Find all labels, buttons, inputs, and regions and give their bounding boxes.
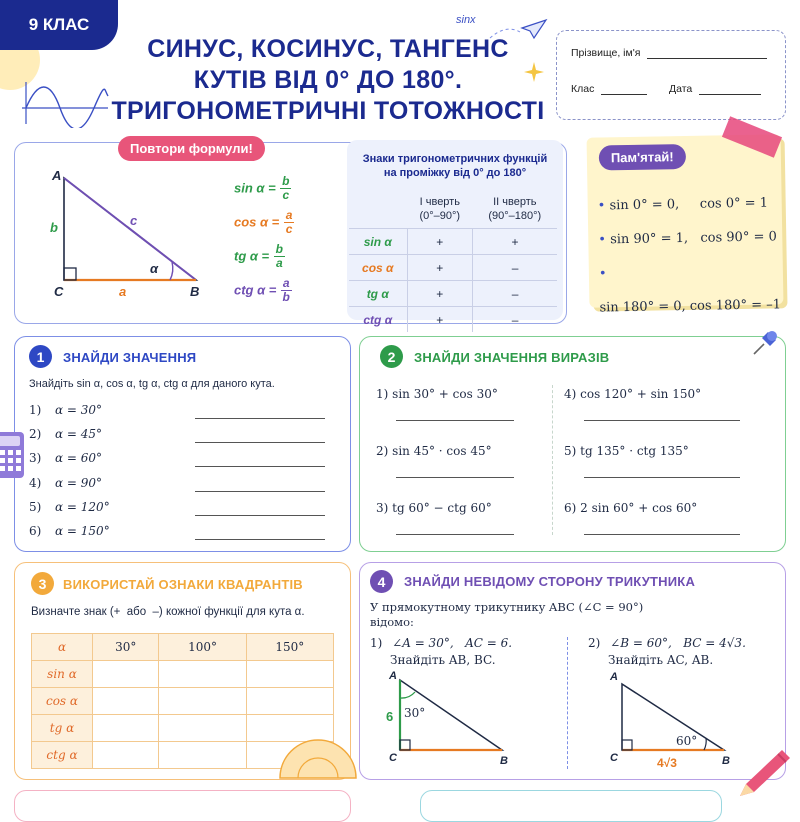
remember-list: [597, 186, 783, 325]
signs-col-q1-range: (0°–90°): [419, 210, 461, 222]
task1-item-num: 4): [29, 475, 42, 490]
quadrant-header-30: 30°: [93, 634, 159, 661]
task2-panel: [359, 336, 786, 552]
task1-item: [29, 476, 329, 500]
vertex-c-label: C: [54, 284, 64, 299]
signs-row-sin: [349, 229, 557, 255]
task2-item-text: 2 sin 60° + cos 60°: [580, 501, 698, 515]
title-line-3: ТРИГОНОМЕТРИЧНІ ТОТОЖНОСТІ: [111, 97, 545, 125]
task1-answer-line[interactable]: [195, 514, 325, 516]
quadrant-header-alpha: α: [32, 634, 93, 661]
quadrant-table-header: [32, 634, 334, 661]
signs-row-cos-q1: +: [407, 255, 473, 281]
task4-case2-num: 2): [588, 636, 601, 650]
task2-title: ЗНАЙДИ ЗНАЧЕННЯ ВИРАЗІВ: [414, 350, 610, 365]
signs-row-tg-q1: +: [407, 281, 473, 307]
task1-item-text: α = 30°: [55, 403, 103, 417]
task3-number: 3: [31, 572, 54, 595]
signs-row-ctg: [349, 307, 557, 333]
next-panel-left: [14, 790, 351, 822]
task1-item: [29, 524, 329, 548]
quadrant-row-label: tg α: [32, 715, 93, 742]
signs-row-cos-fn: cos α: [349, 255, 407, 281]
task4-divider: [567, 637, 568, 769]
angle-alpha-label: α: [150, 261, 159, 276]
task1-item-text: α = 150°: [55, 523, 110, 538]
case1-angle-label: 30°: [404, 706, 426, 720]
quadrant-cell[interactable]: [93, 715, 159, 742]
formula-ctg-num: a: [282, 276, 290, 290]
case2-angle-label: 60°: [676, 734, 698, 748]
task2-item: [564, 501, 774, 558]
class-label: Клас: [571, 83, 595, 95]
formula-sin-fraction: [280, 175, 291, 202]
task3-prompt: Визначте знак (+ або –) кожної функції для кута α.: [31, 606, 305, 618]
formula-tg-den: a: [275, 256, 283, 270]
case1-vertex-b: B: [500, 755, 508, 767]
right-triangle-diagram: [46, 166, 210, 302]
formula-ctg-den: b: [282, 290, 290, 304]
quadrant-row-label: cos α: [32, 688, 93, 715]
task2-item-num: 3): [376, 501, 389, 515]
task2-answer-line[interactable]: [584, 419, 740, 421]
title-line-1: СИНУС, КОСИНУС, ТАНГЕНС: [147, 35, 509, 63]
case2-vertex-b: B: [722, 755, 730, 767]
class-field[interactable]: [601, 84, 647, 95]
task1-answer-line[interactable]: [195, 465, 325, 467]
remember-note: [587, 134, 784, 316]
formula-cos-fn: cos α =: [234, 214, 280, 230]
remember-item-text: sin 0° = 0, cos 0° = 1: [609, 195, 769, 214]
signs-col-q2-range: (90°–180°): [488, 210, 542, 222]
signs-row-sin-q2: +: [473, 229, 557, 255]
quadrant-row-label: sin α: [32, 661, 93, 688]
task1-item-num: 2): [29, 427, 42, 442]
side-a-label: a: [119, 284, 127, 299]
task2-item-text: sin 45° · cos 45°: [392, 444, 492, 458]
task4-prompt-line2: відомо:: [370, 615, 414, 629]
task2-answer-line[interactable]: [396, 419, 514, 421]
remember-label-wrap: [599, 148, 686, 168]
task4-title: ЗНАЙДИ НЕВІДОМУ СТОРОНУ ТРИКУТНИКА: [404, 574, 696, 589]
formula-ctg-fraction: [281, 277, 292, 304]
next-panel-right: [420, 790, 722, 822]
signs-col-q1: [407, 190, 473, 229]
signs-row-tg-q2: –: [473, 281, 557, 307]
task4-case1-find: Знайдіть AB, BC.: [390, 653, 496, 667]
task2-item-text: cos 120° + sin 150°: [580, 387, 702, 401]
case1-vertex-c: C: [389, 752, 397, 764]
task1-answer-line[interactable]: [195, 538, 325, 540]
task1-prompt: Знайдіть sin α, cos α, tg α, ctg α для даного кута.: [29, 378, 275, 390]
date-field[interactable]: [699, 84, 761, 95]
formula-list: [234, 175, 294, 311]
quadrant-row-cos: [32, 688, 334, 715]
task1-item-num: 1): [29, 403, 42, 417]
task3-title: ВИКОРИСТАЙ ОЗНАКИ КВАДРАНТІВ: [63, 577, 303, 592]
formula-tg-fn: tg α =: [234, 248, 270, 264]
signs-row-cos-q2: –: [473, 255, 557, 281]
remember-item: • sin 90° = 1, cos 90° = 0: [598, 229, 777, 248]
formula-cos-den: c: [285, 222, 293, 236]
task2-item: [564, 444, 774, 501]
case2-vertex-c: C: [610, 752, 618, 764]
pencil-icon: [734, 746, 794, 800]
task1-item-num: 5): [29, 499, 42, 514]
formula-cos-fraction: [284, 209, 295, 236]
formula-tg-num: b: [275, 242, 283, 256]
remember-item-text: sin 180° = 0, cos 180° = –1: [599, 297, 782, 316]
case2-side-label: 4√3: [657, 756, 677, 770]
surname-row: [571, 47, 767, 59]
task2-item-text: tg 60° − ctg 60°: [392, 501, 492, 515]
formula-pill: Повтори формули!: [118, 136, 265, 161]
title-line-2: КУТІВ ВІД 0° ДО 180°.: [193, 66, 463, 94]
task1-item-text: α = 60°: [55, 451, 103, 466]
vertex-b-label: B: [190, 284, 200, 299]
quadrant-row-label: ctg α: [32, 742, 93, 769]
task4-case2-given: ∠B = 60°, BC = 4√3.: [610, 636, 746, 650]
task1-item: [29, 403, 329, 427]
task4-case1-num: 1): [370, 636, 383, 650]
formula-sin-den: c: [282, 188, 290, 202]
surname-field[interactable]: [647, 48, 767, 59]
vertex-a-label: A: [52, 168, 62, 183]
signs-row-sin-q1: +: [407, 229, 473, 255]
quadrant-header-100: 100°: [159, 634, 246, 661]
task2-divider: [552, 385, 553, 535]
sinx-label: sinx: [456, 14, 476, 26]
task2-item-num: 1): [376, 387, 389, 401]
formula-ctg: [234, 277, 294, 311]
task2-item-num: 6): [564, 501, 577, 515]
task2-answer-line[interactable]: [584, 533, 740, 535]
side-b-label: b: [50, 220, 58, 235]
task2-item-num: 2): [376, 444, 389, 458]
task4-case1: [370, 635, 512, 669]
task1-item-num: 6): [29, 523, 42, 538]
signs-table-panel: [347, 140, 563, 327]
task4-number: 4: [370, 570, 393, 593]
task2-item: [376, 387, 546, 444]
task1-item-text: α = 120°: [55, 499, 110, 514]
task2-answer-line[interactable]: [396, 476, 514, 478]
task1-item: [29, 427, 329, 451]
side-c-label: c: [130, 213, 138, 228]
task1-item: [29, 500, 329, 524]
signs-col-q1-label: І чверть: [419, 196, 460, 208]
signs-col-q2-label: ІІ чверть: [493, 196, 537, 208]
quadrant-cell[interactable]: [159, 661, 246, 688]
formula-cos-num: a: [285, 208, 293, 222]
date-row: [669, 83, 761, 95]
signs-col-q2: [473, 190, 557, 229]
task1-answer-line[interactable]: [195, 441, 325, 443]
task2-item-text: tg 135° · ctg 135°: [580, 444, 689, 458]
page-title: [108, 34, 548, 127]
signs-row-tg-fn: tg α: [349, 281, 407, 307]
formula-ctg-fn: ctg α =: [234, 282, 277, 298]
task2-left-list: [376, 387, 546, 558]
quadrant-cell[interactable]: [159, 688, 246, 715]
task1-item-text: α = 90°: [55, 475, 103, 490]
signs-table-title: Знаки тригонометричних функцій на проміжку від 0° до 180°: [362, 153, 548, 179]
task1-item-num: 3): [29, 451, 42, 466]
task2-number: 2: [380, 345, 403, 368]
signs-row-ctg-fn: ctg α: [349, 307, 407, 333]
case1-side-label: 6: [386, 709, 394, 724]
remember-label: Пам'ятай!: [599, 144, 686, 171]
quadrant-cell[interactable]: [93, 688, 159, 715]
class-row: [571, 83, 647, 95]
case2-vertex-a: A: [610, 671, 618, 683]
remember-item: • sin 0° = 0, cos 0° = 1: [597, 195, 769, 214]
task1-answer-line[interactable]: [195, 490, 325, 492]
task1-item-text: α = 45°: [55, 427, 103, 442]
task2-item: [376, 501, 546, 558]
remember-item: • sin 180° = 0, cos 180° = –1: [598, 266, 782, 316]
formula-cos: [234, 209, 294, 243]
task2-item-text: sin 30° + cos 30°: [392, 387, 498, 401]
task4-case2: [588, 635, 746, 669]
quadrant-cell[interactable]: [93, 661, 159, 688]
remember-item-text: sin 90° = 1, cos 90° = 0: [609, 229, 777, 248]
task1-item: [29, 451, 329, 475]
signs-row-tg: [349, 281, 557, 307]
task2-item-num: 4): [564, 387, 577, 401]
grade-badge: 9 КЛАС: [0, 0, 118, 50]
task1-title: ЗНАЙДИ ЗНАЧЕННЯ: [63, 350, 197, 365]
date-label: Дата: [669, 83, 693, 95]
task2-right-list: [564, 387, 774, 558]
calculator-icon: [0, 432, 26, 480]
quadrant-row-sin: [32, 661, 334, 688]
task2-item: [376, 444, 546, 501]
task4-prompt: [370, 600, 643, 630]
formula-tg: [234, 243, 294, 277]
sine-wave-decor: [20, 78, 112, 128]
formula-sin: [234, 175, 294, 209]
name-box: [556, 30, 786, 120]
formula-sin-num: b: [282, 174, 290, 188]
quadrant-cell[interactable]: [246, 661, 333, 688]
formula-sin-fn: sin α =: [234, 180, 276, 196]
signs-row-sin-fn: sin α: [349, 229, 407, 255]
task2-answer-line[interactable]: [396, 533, 514, 535]
task1-panel: [14, 336, 351, 552]
case1-vertex-a: A: [389, 670, 397, 682]
task1-number: 1: [29, 345, 52, 368]
task2-item-num: 5): [564, 444, 577, 458]
protractor-icon: [276, 734, 360, 784]
task1-list: [29, 403, 329, 548]
surname-label: Прізвище, ім'я: [571, 47, 641, 59]
task2-item: [564, 387, 774, 444]
task4-case2-find: Знайдіть AC, AB.: [608, 653, 714, 667]
quadrant-cell[interactable]: [159, 742, 246, 769]
task1-answer-line[interactable]: [195, 417, 325, 419]
task4-case1-given: ∠A = 30°, AC = 6.: [392, 636, 513, 650]
pushpin-icon: [748, 326, 782, 360]
quadrant-cell[interactable]: [93, 742, 159, 769]
signs-row-cos: [349, 255, 557, 281]
task4-prompt-line1: У прямокутному трикутнику ABC (∠C = 90°): [370, 600, 644, 614]
quadrant-cell[interactable]: [159, 715, 246, 742]
signs-table-header: [349, 190, 557, 229]
task2-answer-line[interactable]: [584, 476, 740, 478]
signs-row-ctg-q1: +: [407, 307, 473, 333]
quadrant-cell[interactable]: [246, 688, 333, 715]
signs-row-ctg-q2: –: [473, 307, 557, 333]
quadrant-header-150: 150°: [246, 634, 333, 661]
signs-table: [349, 190, 557, 332]
formula-tg-fraction: [274, 243, 285, 270]
